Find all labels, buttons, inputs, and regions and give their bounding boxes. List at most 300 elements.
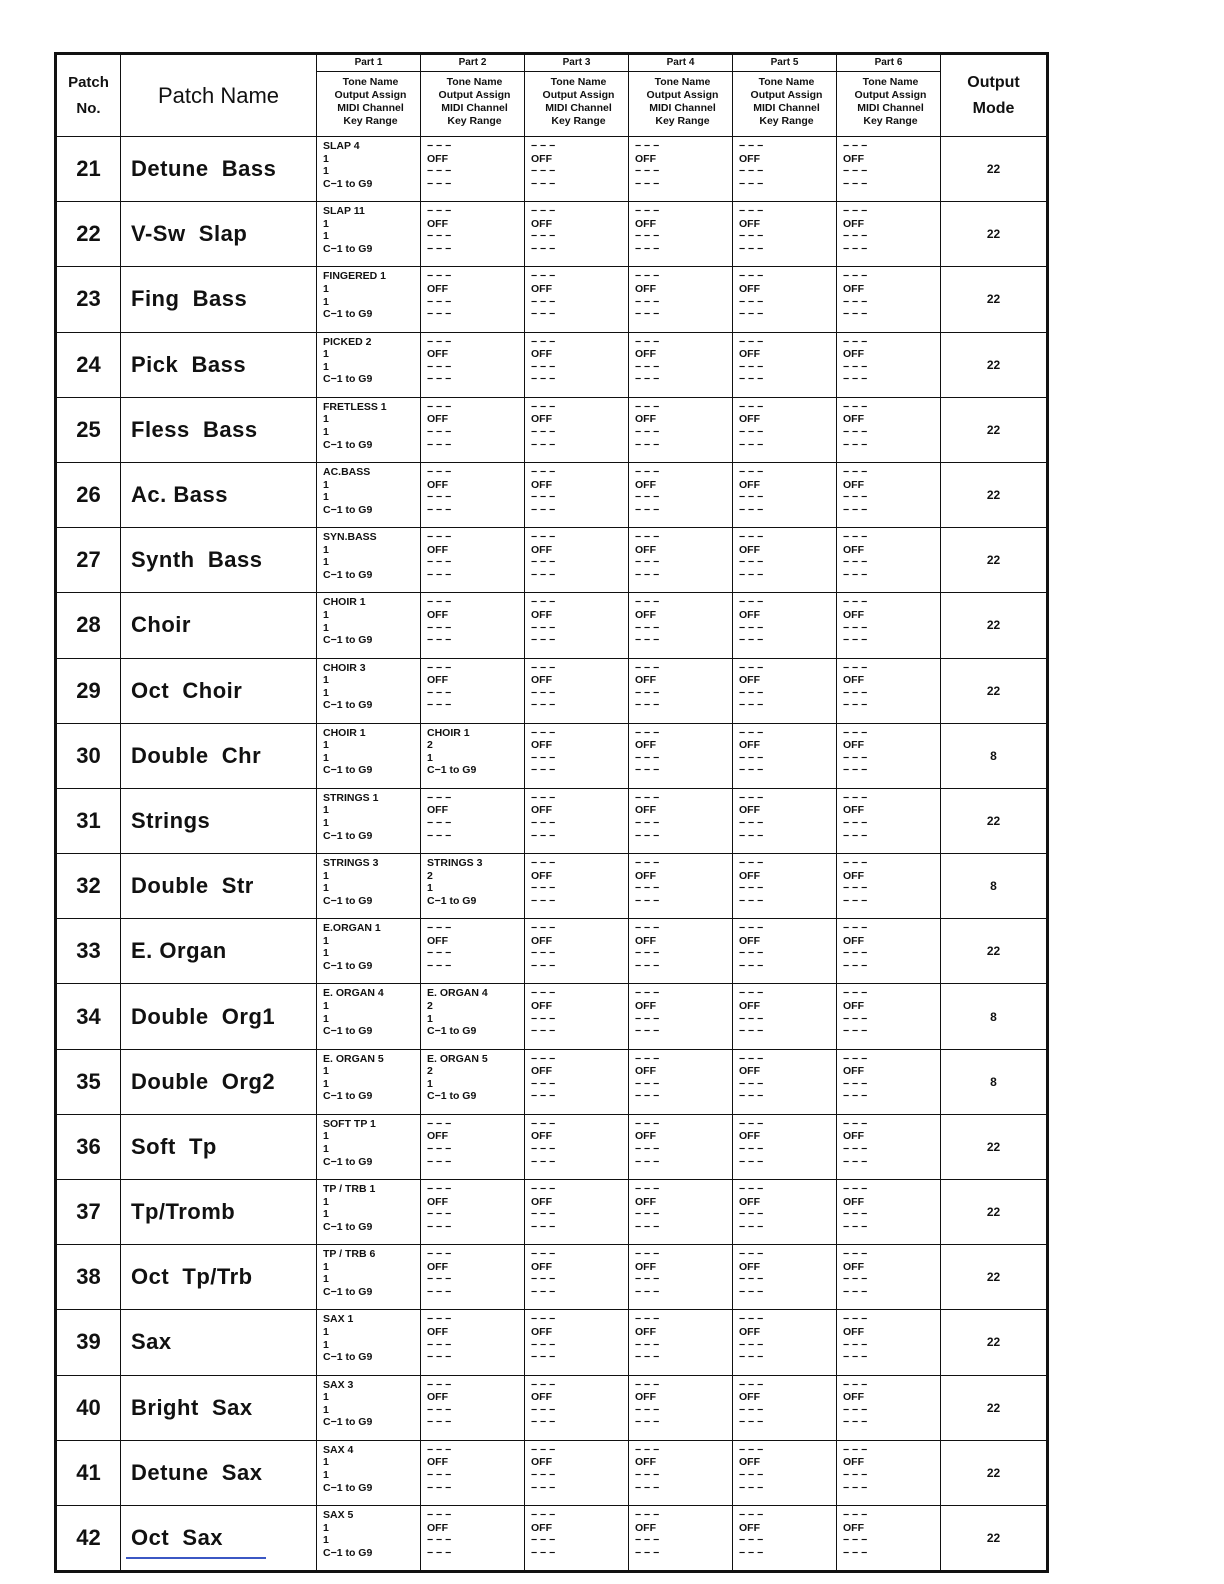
part-value: − − − [427,596,452,609]
part-value: − − − [635,1443,660,1456]
part-value: − − − [531,751,556,764]
part-value: − − − [531,242,556,255]
part-value: − − − [843,1508,868,1521]
part-1-cell [317,984,421,1049]
part-value: 1 [323,1273,329,1286]
part-value: − − − [739,1183,764,1195]
output-mode-value: 22 [941,397,1048,462]
part-value: − − − [843,882,868,895]
part-value: − − − [531,438,556,451]
part-value: − − − [739,1208,764,1221]
part-value: − − − [739,1273,764,1286]
output-mode-value: 22 [941,788,1048,853]
field-label: Key Range [343,115,398,127]
part-6-cell [837,658,941,723]
part-value: − − − [739,205,764,218]
part-5-cell [733,1440,837,1505]
part-5-cell [733,332,837,397]
part-value: STRINGS 1 [323,791,379,804]
table-row [56,1375,1048,1440]
part-value: − − − [739,764,764,777]
part-value: − − − [427,438,452,451]
part-value: − − − [843,1313,868,1326]
part-3-cell [525,528,629,593]
part-value: − − − [427,1403,452,1416]
part-value: − − − [635,1183,660,1195]
part-value: SLAP 4 [323,140,360,152]
part-value: − − − [427,1285,452,1298]
part-value: C−1 to G9 [427,894,477,907]
part-value: − − − [427,1378,452,1391]
part-value: CHOIR 1 [323,596,366,609]
part-value: − − − [427,621,452,634]
patch-name-header: Patch Name [121,54,317,137]
part-value: − − − [531,531,556,544]
part-value: − − − [843,791,868,804]
patch-name: Ac. Bass [121,462,317,527]
part-6-cell [837,1505,941,1571]
part-value: − − − [531,373,556,386]
part-value: − − − [531,1077,556,1090]
part-value: − − − [739,1052,764,1065]
table-row [56,723,1048,788]
part-1-cell [317,854,421,919]
part-value: 1 [323,152,329,165]
part-value: SAX 4 [323,1443,354,1456]
output-mode-value: 22 [941,332,1048,397]
part-value: − − − [843,1052,868,1065]
part-value: OFF [427,217,448,230]
part-value: C−1 to G9 [323,1155,373,1168]
part-2-cell [421,1440,525,1505]
output-mode-value: 22 [941,1245,1048,1310]
part-value: − − − [427,1443,452,1456]
part-value: − − − [739,751,764,764]
part-value: − − − [843,1012,868,1025]
part-value: − − − [427,1143,452,1155]
part-value: − − − [635,1481,660,1494]
part-value: − − − [635,894,660,907]
part-value: OFF [635,543,656,556]
part-value: OFF [635,217,656,230]
part-3-cell [525,1245,629,1310]
part-value: OFF [739,1260,760,1273]
part-value: E. ORGAN 4 [323,987,384,1000]
part-1-cell [317,267,421,332]
part-value: OFF [531,1000,552,1013]
part-value: OFF [739,869,760,882]
part-value: 1 [323,739,329,752]
part-4-cell [629,919,733,984]
part-value: − − − [739,1077,764,1090]
part-value: E. ORGAN 5 [427,1052,488,1065]
part-6-cell [837,137,941,202]
part-value: − − − [843,1338,868,1351]
field-label: Tone Name [862,76,919,88]
patch-number: 40 [56,1375,121,1440]
patch-number: 35 [56,1049,121,1114]
part-value: OFF [427,543,448,556]
part-1-cell [317,332,421,397]
output-mode-value: 22 [941,1440,1048,1505]
part-value: 1 [323,1260,329,1273]
part-value: E. ORGAN 4 [427,987,488,1000]
part-2-cell [421,267,525,332]
part-value: C−1 to G9 [323,764,373,777]
part-value: SAX 1 [323,1313,354,1326]
part-value: − − − [739,1012,764,1025]
part-value: − − − [843,699,868,712]
part-value: 1 [323,491,329,504]
page-underline [126,1557,266,1559]
part-value: − − − [635,242,660,255]
part-value: − − − [635,205,660,218]
part-value: − − − [635,1273,660,1286]
part-value: − − − [531,568,556,581]
patch-name: Sax [121,1310,317,1375]
patch-number: 21 [56,137,121,202]
part-2-cell [421,723,525,788]
part-value: − − − [427,1117,452,1130]
part-value: − − − [843,556,868,569]
part-1-cell [317,1180,421,1245]
patch-number: 36 [56,1114,121,1179]
output-mode-value: 22 [941,593,1048,658]
output-mode-value: 22 [941,1310,1048,1375]
part-value: OFF [635,348,656,361]
output-mode-value: 22 [941,202,1048,267]
part-value: OFF [531,1456,552,1469]
part-value: OFF [739,348,760,361]
part-value: 1 [323,1403,329,1416]
output-mode-value: 22 [941,528,1048,593]
part-value: OFF [739,217,760,230]
part-value: − − − [427,699,452,712]
part-value: − − − [843,947,868,960]
part-value: OFF [635,1130,656,1143]
part-value: OFF [739,152,760,165]
part-value: 1 [323,621,329,634]
part-value: − − − [427,270,452,283]
field-label: MIDI Channel [649,102,716,114]
part-value: C−1 to G9 [323,1481,373,1494]
part-value: C−1 to G9 [427,1090,477,1103]
part-value: − − − [531,295,556,308]
part-value: − − − [531,1208,556,1221]
part-value: OFF [635,1391,656,1404]
part-value: − − − [427,1468,452,1481]
part-1-cell [317,788,421,853]
table-row [56,397,1048,462]
part-value: OFF [531,739,552,752]
part-value: OFF [843,1521,864,1534]
part-value: − − − [739,1220,764,1233]
part-value: OFF [531,1521,552,1534]
part-value: − − − [635,1090,660,1103]
part-value: OFF [739,934,760,947]
part-value: − − − [843,1546,868,1559]
part-4-cell [629,202,733,267]
part-value: C−1 to G9 [323,568,373,581]
part-value: − − − [843,726,868,739]
part-value: OFF [427,413,448,426]
part-value: − − − [531,1117,556,1130]
part-value: OFF [427,674,448,687]
part-value: − − − [843,1077,868,1090]
part-value: − − − [531,360,556,373]
part-value: − − − [843,230,868,243]
part-value: − − − [427,661,452,674]
part-value: − − − [635,922,660,935]
part-2-cell [421,332,525,397]
part-value: − − − [843,751,868,764]
part-value: 1 [323,295,329,308]
part-value: OFF [427,478,448,491]
part-value: − − − [843,1155,868,1168]
patch-no-header: Patch No. [56,54,121,137]
part-value: − − − [635,308,660,321]
part-value: − − − [635,1351,660,1364]
part-value: − − − [635,1416,660,1429]
part-value: − − − [427,177,452,190]
part-value: 1 [323,674,329,687]
part-value: − − − [427,1416,452,1429]
part-1-cell [317,1245,421,1310]
part-5-header: Part 5 [733,54,837,72]
part-value: − − − [843,1208,868,1221]
part-2-cell [421,202,525,267]
part-2-cell [421,462,525,527]
patch-name: Oct Choir [121,658,317,723]
patch-number: 41 [56,1440,121,1505]
part-value: − − − [427,1183,452,1195]
part-value: − − − [531,1052,556,1065]
part-value: − − − [531,764,556,777]
table-row [56,919,1048,984]
part-5-cell [733,137,837,202]
part-value: − − − [739,1025,764,1038]
part-value: − − − [635,1403,660,1416]
part-value: − − − [843,295,868,308]
part-1-cell [317,1310,421,1375]
table-row [56,1505,1048,1571]
part-value: OFF [739,804,760,817]
part-value: − − − [531,1443,556,1456]
part-2-cell [421,658,525,723]
part-value: − − − [531,270,556,283]
part-1-cell [317,528,421,593]
part-value: − − − [635,556,660,569]
part-value: OFF [427,1521,448,1534]
part-value: 1 [323,217,329,230]
part-value: − − − [739,621,764,634]
part-1-cell [317,462,421,527]
part-value: − − − [739,699,764,712]
part-value: OFF [739,1195,760,1208]
part-6-cell [837,919,941,984]
part-value: − − − [531,335,556,348]
part-value: OFF [843,804,864,817]
part-value: − − − [531,621,556,634]
part-value: OFF [739,1391,760,1404]
part-value: SAX 3 [323,1378,354,1391]
patch-table [54,52,1049,1573]
part-value: − − − [531,308,556,321]
part-value: C−1 to G9 [427,1025,477,1038]
part-value: − − − [843,373,868,386]
part-value: 1 [323,413,329,426]
part-value: − − − [843,425,868,438]
part-4-cell [629,1049,733,1114]
patch-name: Synth Bass [121,528,317,593]
part-value: − − − [739,1481,764,1494]
part-value: − − − [531,1220,556,1233]
part-4-cell [629,1180,733,1245]
part-value: 1 [323,804,329,817]
part-3-cell [525,1180,629,1245]
part-value: − − − [843,1220,868,1233]
part-value: − − − [531,1468,556,1481]
part-value: 1 [323,882,329,895]
part-value: 1 [323,348,329,361]
part-3-cell [525,1375,629,1440]
part-4-cell [629,658,733,723]
part-value: − − − [427,335,452,348]
part-5-cell [733,1049,837,1114]
patch-name: Fing Bass [121,267,317,332]
part-value: − − − [531,686,556,699]
part-value: 1 [323,478,329,491]
part-value: OFF [843,934,864,947]
output-mode-header: Output Mode [941,54,1048,137]
part-value: − − − [635,764,660,777]
part-value: OFF [635,1000,656,1013]
part-value: − − − [635,634,660,647]
output-mode-value: 22 [941,658,1048,723]
part-5-cell [733,658,837,723]
patch-number: 29 [56,658,121,723]
part-5-cell [733,1180,837,1245]
part-value: 1 [323,1143,329,1155]
patch-name: Detune Sax [121,1440,317,1505]
part-value: OFF [427,152,448,165]
part-4-cell [629,723,733,788]
part-value: − − − [635,1077,660,1090]
part-value: − − − [843,1117,868,1130]
part-4-header: Part 4 [629,54,733,72]
part-value: − − − [427,140,452,152]
part-value: − − − [427,1534,452,1547]
part-value: OFF [843,348,864,361]
part-6-cell [837,397,941,462]
part-value: − − − [739,1378,764,1391]
part-value: − − − [635,1285,660,1298]
part-value: 1 [323,1338,329,1351]
patch-number: 23 [56,267,121,332]
part-value: OFF [739,1065,760,1078]
part-value: 1 [323,608,329,621]
part-value: − − − [843,308,868,321]
part-value: − − − [531,1025,556,1038]
patch-name: Double Org2 [121,1049,317,1114]
part-5-cell [733,1114,837,1179]
part-value: OFF [531,1391,552,1404]
part-2-cell [421,528,525,593]
part-value: − − − [427,791,452,804]
part-value: 1 [323,1208,329,1221]
part-3-header: Part 3 [525,54,629,72]
part-6-cell [837,723,941,788]
field-label: Tone Name [446,76,503,88]
part-2-cell [421,1505,525,1571]
part-2-cell [421,919,525,984]
part-value: OFF [843,1456,864,1469]
part-value: − − − [427,1273,452,1286]
part-value: OFF [635,1195,656,1208]
part-1-cell [317,723,421,788]
part-value: − − − [635,1155,660,1168]
part-value: − − − [843,686,868,699]
part-value: − − − [739,270,764,283]
part-value: C−1 to G9 [323,1546,373,1559]
part-6-cell [837,462,941,527]
part-6-cell [837,854,941,919]
part-value: OFF [427,348,448,361]
part-value: − − − [635,621,660,634]
patch-number: 37 [56,1180,121,1245]
part-value: − − − [739,568,764,581]
part-value: − − − [635,568,660,581]
part-value: OFF [427,1260,448,1273]
part-value: OFF [843,152,864,165]
part-value: − − − [739,817,764,830]
part-value: OFF [635,739,656,752]
patch-number: 38 [56,1245,121,1310]
part-4-cell [629,1440,733,1505]
part-value: OFF [635,1065,656,1078]
part-value: − − − [531,960,556,973]
part-value: − − − [635,438,660,451]
part-value: − − − [739,791,764,804]
part-value: 1 [427,1077,433,1090]
part-value: − − − [843,764,868,777]
part-value: − − − [635,400,660,413]
part-value: − − − [843,503,868,516]
field-label: Output Assign [646,89,719,101]
part-value: 1 [323,165,329,178]
part-value: 1 [323,1456,329,1469]
part-2-cell [421,137,525,202]
part-6-cell [837,984,941,1049]
part-value: OFF [427,1391,448,1404]
part-5-cell [733,919,837,984]
part-2-cell [421,593,525,658]
part-value: OFF [843,739,864,752]
part-value: − − − [531,857,556,870]
part-value: FINGERED 1 [323,270,387,283]
part-value: OFF [531,1195,552,1208]
part-value: OFF [739,1521,760,1534]
table-body [56,137,1048,1572]
part-value: − − − [531,987,556,1000]
part-value: − − − [843,270,868,283]
part-value: − − − [739,295,764,308]
part-value: 1 [323,1065,329,1078]
part-6-header: Part 6 [837,54,941,72]
part-value: − − − [531,1012,556,1025]
part-value: − − − [635,791,660,804]
part-value: − − − [531,829,556,842]
